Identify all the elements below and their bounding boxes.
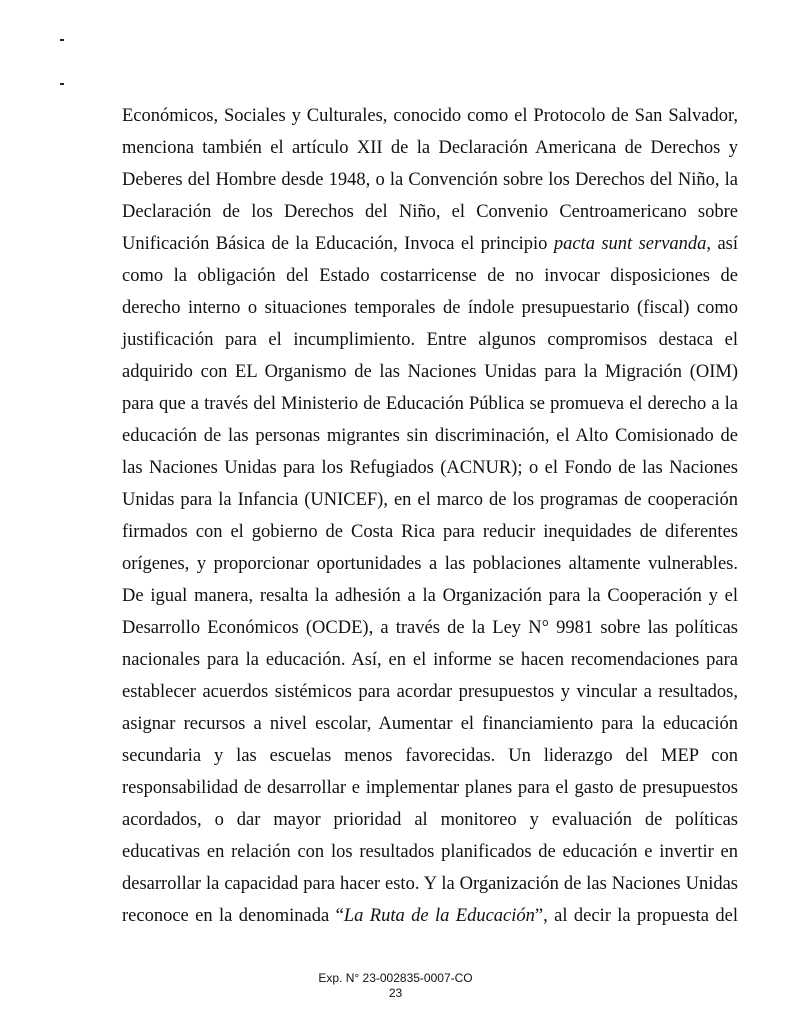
text-line: establecer acuerdos sistémicos para acordar presupuestos y vincular a resultados, xyxy=(122,682,738,702)
text-line: derecho interno o situaciones temporales de índole presupuestario (fiscal) como xyxy=(122,298,738,318)
text-line: Deberes del Hombre desde 1948, o la Convención sobre los Derechos del Niño, la xyxy=(122,170,738,190)
text-line: acordados, o dar mayor prioridad al monitoreo y evaluación de políticas xyxy=(122,810,738,830)
text-line: menciona también el artículo XII de la Declaración Americana de Derechos y xyxy=(122,138,738,158)
text-line: De igual manera, resalta la adhesión a la Organización para la Cooperación y el xyxy=(122,586,738,606)
text-line: responsabilidad de desarrollar e implementar planes para el gasto de presupuestos xyxy=(122,778,738,798)
text-line: educación de las personas migrantes sin discriminación, el Alto Comisionado de xyxy=(122,426,738,446)
scan-mark-bottom xyxy=(60,83,64,85)
case-number: Exp. N° 23-002835-0007-CO xyxy=(318,971,473,985)
text-line: desarrollar la capacidad para hacer esto. Y la Organización de las Naciones Unidas xyxy=(122,874,738,894)
text-line: asignar recursos a nivel escolar, Aumentar el financiamiento para la educación xyxy=(122,714,738,734)
text-line: educativas en relación con los resultados planificados de educación e invertir en xyxy=(122,842,738,862)
text-line: justificación para el incumplimiento. Entre algunos compromisos destaca el xyxy=(122,330,738,350)
scan-mark-top xyxy=(60,39,64,41)
document-body xyxy=(122,100,738,932)
text-line: firmados con el gobierno de Costa Rica para reducir inequidades de diferentes xyxy=(122,522,738,542)
text-line: adquirido con EL Organismo de las Naciones Unidas para la Migración (OIM) xyxy=(122,362,738,382)
text-line: como la obligación del Estado costarricense de no invocar disposiciones de xyxy=(122,266,738,286)
text-line: reconoce en la denominada “La Ruta de la Educación”, al decir la propuesta del xyxy=(122,906,738,926)
text-line: nacionales para la educación. Así, en el informe se hacen recomendaciones para xyxy=(122,650,738,670)
text-line: Desarrollo Económicos (OCDE), a través de la Ley N° 9981 sobre las políticas xyxy=(122,618,738,638)
text-line: Unidas para la Infancia (UNICEF), en el marco de los programas de cooperación xyxy=(122,490,738,510)
text-line: para que a través del Ministerio de Educación Pública se promueva el derecho a la xyxy=(122,394,738,414)
text-line: orígenes, y proporcionar oportunidades a las poblaciones altamente vulnerables. xyxy=(122,554,738,574)
text-line: las Naciones Unidas para los Refugiados (ACNUR); o el Fondo de las Naciones xyxy=(122,458,738,478)
text-line: secundaria y las escuelas menos favorecidas. Un liderazgo del MEP con xyxy=(122,746,738,766)
text-line: Económicos, Sociales y Culturales, conocido como el Protocolo de San Salvador, xyxy=(122,106,738,126)
text-line: Unificación Básica de la Educación, Invoca el principio pacta sunt servanda, así xyxy=(122,234,738,254)
text-line: Declaración de los Derechos del Niño, el Convenio Centroamericano sobre xyxy=(122,202,738,222)
page-number: 23 xyxy=(388,986,403,1000)
